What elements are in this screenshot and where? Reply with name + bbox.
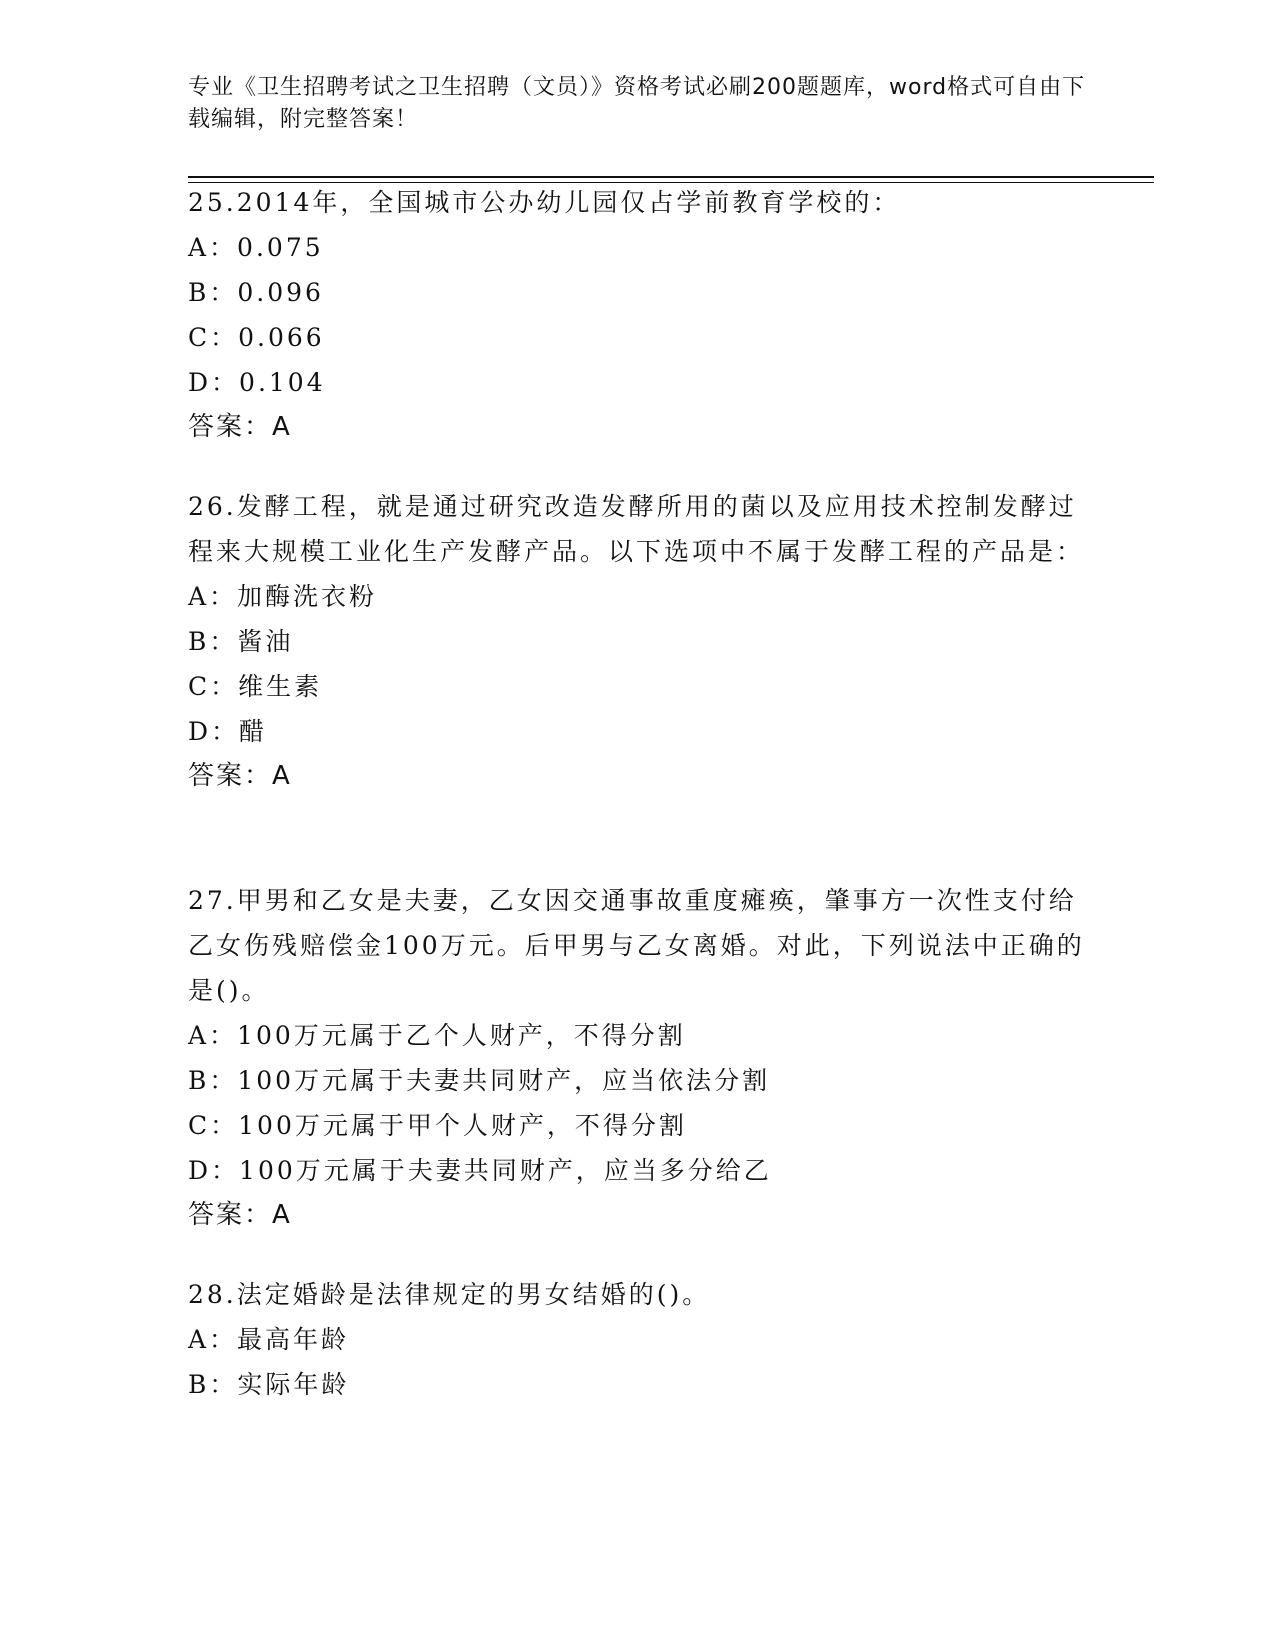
answer-line: 答案：A (188, 761, 292, 791)
option-c: C：100万元属于甲个人财产，不得分割 (188, 1111, 687, 1140)
option-b: B：实际年龄 (188, 1370, 350, 1399)
question-28 (188, 1272, 1088, 1407)
question-text: 25.2014年，全国城市公办幼儿园仅占学前教育学校的： (188, 188, 901, 217)
header-divider-thick (188, 176, 1154, 178)
option-c: C：维生素 (188, 672, 323, 701)
option-a: A：加酶洗衣粉 (188, 582, 378, 611)
option-a: A：最高年龄 (188, 1325, 350, 1354)
option-a: A：0.075 (188, 233, 324, 262)
option-d: D：0.104 (188, 368, 326, 397)
question-text: 28.法定婚龄是法律规定的男女结婚的()。 (188, 1280, 711, 1309)
question-27 (188, 878, 1088, 1238)
option-d: D：100万元属于夫妻共同财产，应当多分给乙 (188, 1156, 772, 1185)
option-b: B：100万元属于夫妻共同财产，应当依法分割 (188, 1066, 771, 1095)
document-header: 专业《卫生招聘考试之卫生招聘（文员）》资格考试必刷200题题库，word格式可自由下载编辑，附完整答案！ (188, 75, 1086, 132)
option-d: D：醋 (188, 717, 268, 746)
option-c: C：0.066 (188, 323, 325, 352)
answer-line: 答案：A (188, 412, 292, 442)
question-text: 26.发酵工程，就是通过研究改造发酵所用的菌以及应用技术控制发酵过程来大规模工业化生产发酵产品。以下选项中不属于发酵工程的产品是： (188, 492, 1085, 566)
option-b: B：0.096 (188, 278, 324, 307)
option-b: B：酱油 (188, 627, 294, 656)
option-a: A：100万元属于乙个人财产，不得分割 (188, 1021, 686, 1050)
question-26 (188, 484, 1088, 799)
question-25 (188, 180, 1088, 450)
answer-line: 答案：A (188, 1200, 292, 1230)
question-text: 27.甲男和乙女是夫妻，乙女因交通事故重度瘫痪，肇事方一次性支付给乙女伤残赔偿金100万元。后甲男与乙女离婚。对此，下列说法中正确的是()。 (188, 886, 1085, 1005)
